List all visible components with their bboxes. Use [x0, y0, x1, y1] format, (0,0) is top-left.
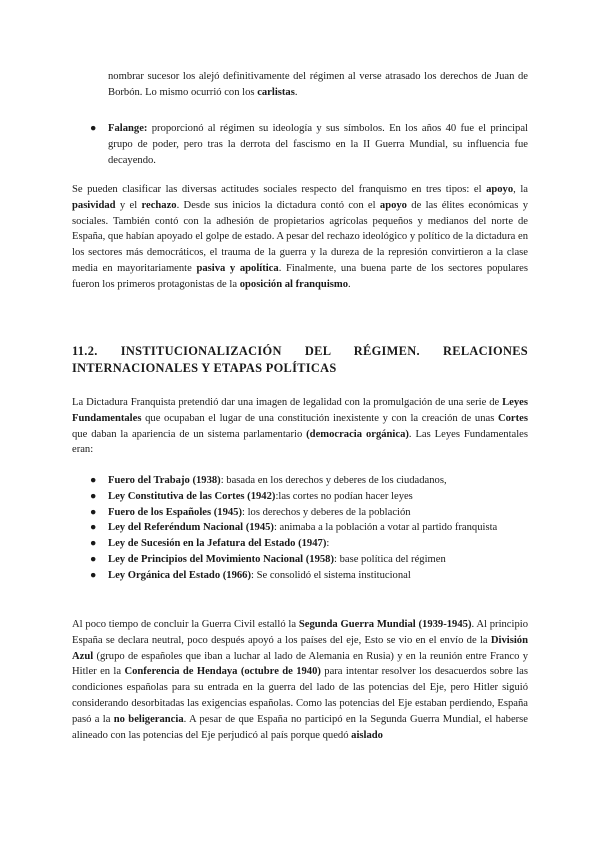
- bold-term: pasividad: [72, 199, 116, 211]
- bold-term: Segunda Guerra Mundial (1939-1945): [298, 619, 472, 630]
- list-item: [90, 520, 528, 536]
- text-run: Al poco tiempo de concluir la Guerra Civil estalló la: [72, 619, 299, 630]
- bold-term: Conferencia de Hendaya (octubre de 1940): [124, 666, 321, 678]
- bold-term: no beligerancia: [113, 713, 184, 725]
- bold-term: rechazo: [141, 199, 177, 211]
- list-item: [90, 536, 528, 552]
- text-run: . Las Leyes Fundamentales eran:: [72, 428, 528, 456]
- text-run: :las cortes no podían hacer leyes: [275, 490, 413, 502]
- text-run: . Finalmente, una buena parte de los sectores populares fueron los primeros protagonistas de la: [72, 262, 529, 290]
- list-item: [90, 489, 528, 505]
- text-run: : base política del régimen: [333, 553, 446, 565]
- bold-term: Fuero del Trabajo (1938): [108, 475, 221, 486]
- bullet-icon: ●: [90, 553, 97, 565]
- bullet-icon: ●: [90, 475, 97, 486]
- text-run: : los derechos y deberes de la población: [242, 506, 411, 518]
- text-run: proporcionó al régimen su ideología y sus símbolos. En los años 40 fue el principal grupo de poder, pero tras la derrota del fascismo en la II Guerra Mundial, su influencia fue decayendo.: [108, 123, 528, 166]
- bold-term: apoyo: [379, 199, 407, 211]
- text-run: . Desde sus inicios la dictadura contó con el: [176, 199, 380, 211]
- bullet-icon: ●: [90, 506, 97, 518]
- text-run: nombrar sucesor los alejó definitivamente del régimen al verse atrasado los derechos de Juan de Borbón. Lo mismo ocurrió con los: [108, 71, 528, 98]
- list-item: [90, 505, 528, 521]
- bold-term: oposición al franquismo: [239, 278, 349, 290]
- bold-term: Ley Orgánica del Estado (1966): [108, 569, 252, 581]
- section-heading: [72, 343, 528, 377]
- bold-term: División Azul: [72, 634, 528, 662]
- social-attitudes-paragraph: [72, 182, 528, 293]
- bullet-icon: ●: [90, 569, 97, 581]
- text-run: : animaba a la población a votar al partido franquista: [273, 522, 498, 534]
- fundamental-laws-intro-paragraph: [72, 395, 528, 458]
- world-war-paragraph: [72, 617, 528, 743]
- text-run: (grupo de españoles que iban a luchar al lado de Alemania en Rusia) y en la reunión entre Franco y Hitler en la: [72, 650, 528, 678]
- bold-term: (democracia orgánica): [306, 428, 409, 440]
- bold-term: carlistas: [257, 86, 295, 98]
- text-run: : Se consolidó el sistema institucional: [251, 569, 411, 581]
- text-run: de las élites económicas y sociales. También contó con la adhesión de propietarios agrícolas pequeños y medianos del norte de España, que habían apoyado el golpe de estado. A pesar del rechazo ideológico y político de la dictadura en los sectores más democráticos, el trauma de la guerra y la dureza de la represión convirtieron a la clase media en mayoritariamente: [72, 199, 528, 274]
- bold-term: aislado: [351, 729, 383, 741]
- bold-term: Ley de Principios del Movimiento Nacional (1958): [108, 553, 334, 565]
- text-run: que daban la apariencia de un sistema parlamentario: [72, 428, 307, 440]
- list-item: [90, 552, 528, 568]
- bullet-icon: ●: [90, 538, 97, 550]
- bold-term: Ley de Sucesión en la Jefatura del Estado (1947): [108, 538, 327, 550]
- bullet-icon: ●: [90, 123, 97, 134]
- text-run: para intentar resolver los desacuerdos sobre las condiciones españolas para su entrada en la guerra del lado de las potencias del Eje, pero Hitler siguió considerando desorbitadas las exigencias españolas. Como las potencias del Eje estaban perdiendo, España pasó a la: [72, 666, 528, 725]
- bullet-icon: ●: [90, 522, 97, 534]
- list-item: [90, 473, 528, 489]
- list-item: [90, 568, 528, 584]
- text-run: .: [294, 86, 298, 98]
- text-run: .: [348, 278, 351, 290]
- bold-term: apoyo: [486, 184, 514, 195]
- bold-term: Cortes: [497, 412, 528, 424]
- text-run: :: [326, 538, 330, 550]
- text-run: : basada en los derechos y deberes de los ciudadanos,: [220, 475, 447, 486]
- list-item-text: [108, 121, 528, 168]
- text-run: Se pueden clasificar las diversas actitudes sociales respecto del franquismo en tres tipos: el: [72, 184, 487, 195]
- text-run: que ocupaban el lugar de una constitución inexistente y con la creación de unas: [141, 412, 498, 424]
- text-run: y el: [115, 199, 142, 211]
- bold-term: Fuero de los Españoles (1945): [108, 506, 242, 518]
- monarchists-paragraph-continuation: [108, 69, 528, 101]
- bold-term: Falange:: [108, 123, 148, 134]
- bullet-icon: ●: [90, 490, 97, 502]
- bold-term: Leyes Fundamentales: [72, 397, 528, 424]
- section-heading-line: 11.2. INSTITUCIONALIZACIÓN DEL RÉGIMEN. RELACIONES: [72, 344, 528, 358]
- fundamental-laws-list: [90, 473, 528, 584]
- text-run: La Dictadura Franquista pretendió dar una imagen de legalidad con la promulgación de una serie de: [72, 397, 503, 408]
- list-item-falange: [90, 121, 528, 168]
- text-run: , la: [513, 184, 528, 195]
- bold-term: Ley Constitutiva de las Cortes (1942): [108, 490, 276, 502]
- section-heading-line: INTERNACIONALES Y ETAPAS POLÍTICAS: [72, 361, 337, 375]
- bold-term: Ley del Referéndum Nacional (1945): [108, 522, 274, 534]
- text-run: . Al principio España se declara neutral, poco después apoyó a los países del eje, Esto se vio en el envío de la: [72, 619, 528, 646]
- bold-term: pasiva y apolítica: [196, 262, 279, 274]
- text-run: . A pesar de que España no participó en la Segunda Guerra Mundial, el haberse alineado con las potencias del Eje perjudicó al país porque quedó: [72, 713, 528, 741]
